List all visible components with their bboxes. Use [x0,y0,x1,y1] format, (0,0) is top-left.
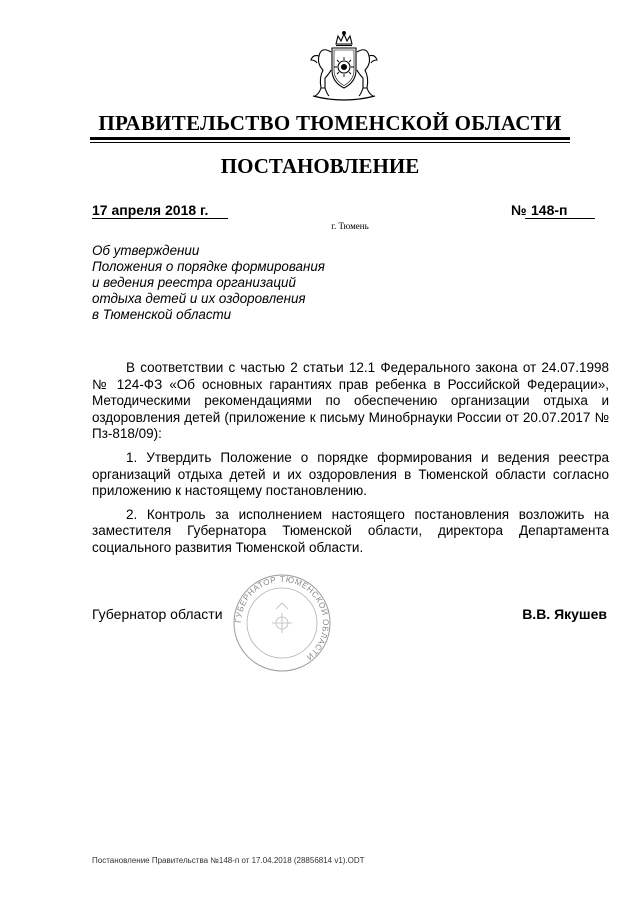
document-city: г. Тюмень [331,221,369,231]
title-rule-thick [90,137,570,140]
document-number-label: № [511,202,527,218]
official-seal-stamp [232,573,332,673]
subject-line: Об утверждении [92,243,200,258]
clause-2-paragraph: 2. Контроль за исполнением настоящего постановления возложить на заместителя Губернатора Тюменской области, директора Департамента социального развития Тюменской области. [92,506,609,555]
signer-name: В.В. Якушев [522,606,607,622]
signer-position: Губернатор области [92,606,223,622]
coat-of-arms-icon [303,30,385,102]
subject-line: в Тюменской области [92,307,232,322]
subject-line: Положения о порядке формирования [92,259,325,274]
seal-text: ГУБЕРНАТОР ТЮМЕНСКОЙ ОБЛАСТИ [233,574,331,663]
document-type-heading: ПОСТАНОВЛЕНИЕ [220,154,420,178]
subject-line: отдыха детей и их оздоровления [92,291,306,306]
document-body [92,360,609,564]
clause-1-paragraph: 1. Утвердить Положение о порядке формирования и ведения реестра организаций отдыха детей и их оздоровления в Тюменской области согласно приложению к настоящему постановлению. [92,449,609,499]
government-title: ПРАВИТЕЛЬСТВО ТЮМЕНСКОЙ ОБЛАСТИ [98,111,562,135]
subject-line: и ведения реестра организаций [92,275,296,290]
document-date: 17 апреля 2018 г. [92,202,209,218]
number-underline [525,218,595,219]
preamble-paragraph: В соответствии с частью 2 статьи 12.1 Федерального закона от 24.07.1998 № 124-ФЗ «Об основных гарантиях прав ребенка в Российской Федерации», Методическими рекомендациями по обеспечению организации отдыха и оздоровления детей (приложение к письму Минобрнауки России от 20.07.2017 № Пз-818/09): [92,360,609,442]
document-subject [92,243,392,323]
title-rule-thin [90,142,570,143]
document-footer: Постановление Правительства №148-п от 17.04.2018 (28856814 v1).ODT [92,856,365,865]
date-underline [92,218,228,219]
document-number: 148-п [531,202,568,218]
